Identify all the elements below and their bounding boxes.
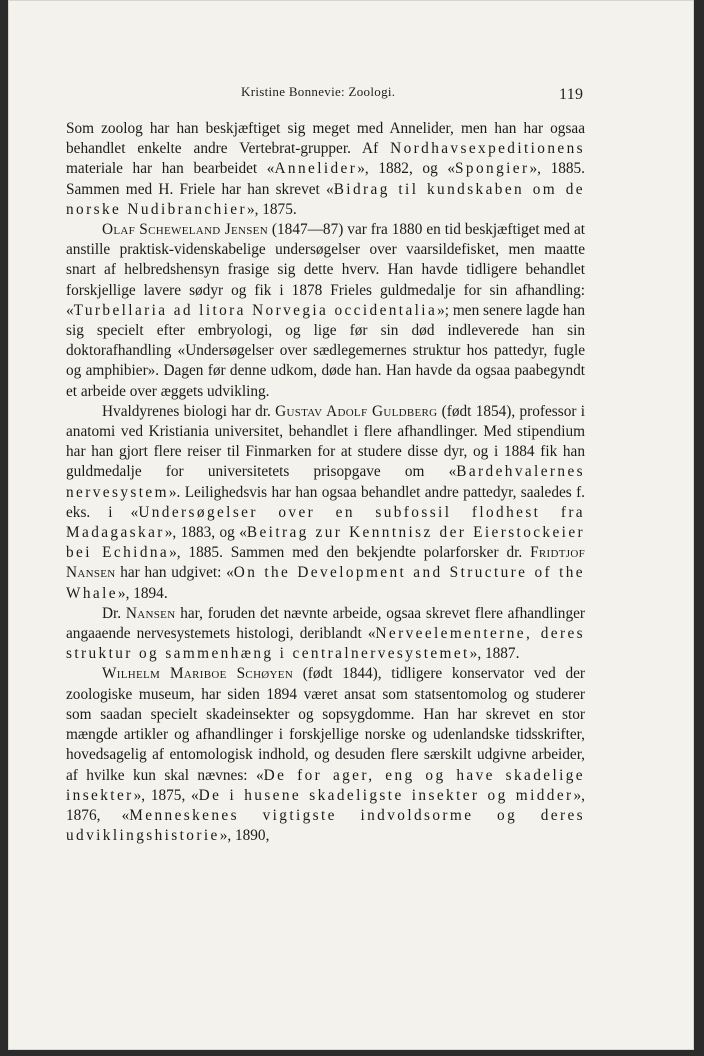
text-run: Dr. [102, 604, 126, 622]
paragraph-guldberg [66, 402, 585, 604]
text-run: », 1875. [246, 200, 297, 218]
work-title: Menneskenes vigtigste indvoldsorme og deres udviklingshistorie [66, 806, 586, 845]
work-title: Beitrag zur Kenntnisz der Eierstockeier bei Echidna [66, 524, 585, 562]
text-run: », 1885. Sammen med den bekjendte polarforsker dr. [169, 544, 531, 562]
text-run: Som zoolog har han beskjæftiget sig meget med Annelider, men han har ogsaa behandlet enkelte andre Vertebrat-grupper. Af [66, 120, 585, 158]
work-title: Undersøgelser over en subfossil flodhest fra Madagaskar [66, 503, 586, 542]
text-run: (født 1854), professor i anatomi ved Kristiania universitet, behandlet i flere afhandlinger. Med stipendium har han gjort flere reiser til Finmarken for at studere disse dyr, og i 1884 fik han guldmedalje for universitetets prisopgave om « [66, 402, 586, 481]
person-name: Gustav Adolf Guldberg [275, 402, 438, 420]
text-run: (1847—87) var fra 1880 en tid beskjæftiget med at anstille praktisk-videnskabelige undersøgelser over vaarsildefisket, men maatte snart af helbredshensyn frasige sig dette hverv. Han havde tidligere behandlet forskjellige lavere sødyr og fik i 1878 Frieles guldmedalje for sin afhandling: « [66, 221, 585, 319]
text-run: Hvaldyrenes biologi har dr. [102, 402, 276, 420]
paragraph-annelider [66, 119, 585, 220]
text-run: (født 1844), tidligere konservator ved der zoologiske museum, har siden 1894 været ansat som statsentomolog og studerer som saadan specielt skadeinsekter og sopsygdomme. Han har skrevet en stor mængde artikler og afhandlinger i forskjellige norske og udenlandske tidsskrifter, hovedsagelig af entomologisk indhold, og desuden flere særskilt udgivne arbeider, af hvilke kun skal nævnes: « [66, 665, 585, 784]
text-run: materiale har han bearbeidet « [66, 160, 275, 178]
text-run: »; men senere lagde han sig specielt efter embryologi, og lige før sin død indleverede han sin doktorafhandling «Undersøgelser over sædlegemernes struktur hos pattedyr, fugle og amphibier». Dagen før denne udkom, døde han. Han havde da ogsaa paabegyndt et arbeide over æggets udvikling. [66, 301, 585, 400]
work-title: Nerveelementerne, deres struktur og sammenhæng i centralnervesystemet [66, 625, 585, 663]
work-title: Nordhavsexpeditionens [390, 140, 585, 158]
work-title: Turbellaria ad litora Norvegia occidentalia [73, 301, 438, 319]
person-name: Olaf Scheweland Jensen [102, 221, 268, 239]
text-run: », 1887. [469, 645, 520, 663]
work-title: Bidrag til kundskaben om de norske Nudibranchier [66, 180, 585, 218]
person-name: Nansen [125, 604, 176, 622]
text-run: », 1894. [117, 584, 168, 602]
work-title: Annelider [274, 160, 358, 178]
text-run: », 1876, « [66, 786, 585, 824]
text-run: », 1885. Sammen med H. Friele har han skrevet « [66, 160, 585, 198]
text-run: har han udgivet: « [115, 564, 234, 582]
text-run: har, foruden det nævnte arbeide, ogsaa skrevet flere afhandlinger angaaende nervesystemets histologi, deriblandt « [66, 604, 585, 643]
paragraph-nansen [66, 604, 585, 665]
page-number: 119 [559, 86, 584, 103]
text-run: », 1883, og « [164, 524, 247, 542]
text-run: », 1890, [219, 827, 270, 845]
work-title: Bardehvalernes nervesystem [66, 463, 585, 501]
work-title: Spongier [455, 160, 530, 178]
running-head: Kristine Bonnevie: Zoologi. [241, 84, 396, 99]
work-title: De i husene skadeligste insekter og midder [198, 786, 574, 804]
person-name: Fridtjof Nansen [66, 544, 586, 582]
paragraph-schoyen [66, 664, 585, 846]
text-run: ». Leilighedsvis har han ogsaa behandlet andre pattedyr, saaledes f. eks. i « [66, 483, 585, 521]
person-name: Wilhelm Mariboe Schøyen [102, 665, 294, 683]
paragraph-jensen [66, 220, 585, 402]
work-title: De for ager, eng og have skadelige insekter [66, 766, 585, 804]
text-run: », 1875, « [133, 786, 199, 804]
book-page [8, 0, 694, 1050]
work-title: On the Development and Structure of the Whale [66, 564, 585, 602]
text-run: », 1882, og « [357, 160, 456, 178]
body-text [66, 119, 585, 846]
